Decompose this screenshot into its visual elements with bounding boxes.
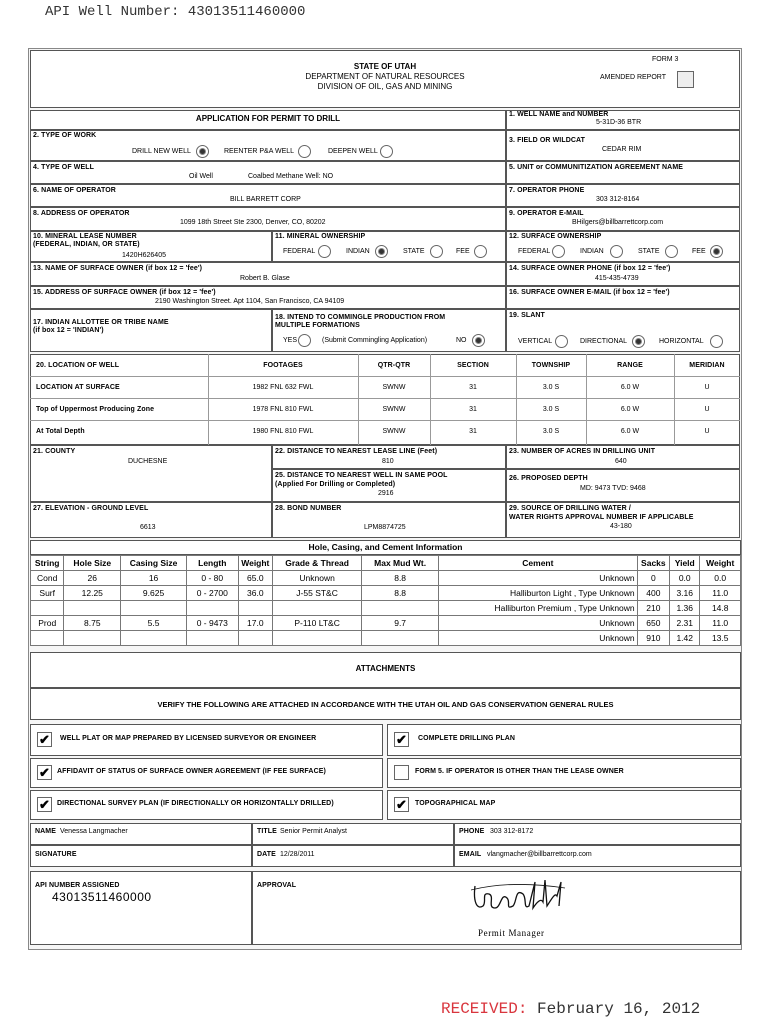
- unit-agreement-label: 5. UNIT or COMMUNITIZATION AGREEMENT NAME: [509, 164, 684, 171]
- reenter-well-label: REENTER P&A WELL: [224, 148, 295, 155]
- casing-header-yield: Yield: [670, 556, 700, 571]
- casing-cell-string: Cond: [31, 571, 64, 586]
- slant-vertical-label: VERTICAL: [518, 338, 553, 345]
- loc-row-qtrqtr: SWNW: [382, 428, 406, 435]
- mineral-fee-label: FEE: [456, 248, 470, 255]
- casing-cell-cement: Unknown: [439, 616, 638, 631]
- county-value: DUCHESNE: [128, 458, 168, 465]
- slant-directional-label: DIRECTIONAL: [580, 338, 628, 345]
- surface-indian-label: INDIAN: [580, 248, 604, 255]
- casing-cell-yield: 2.31: [670, 616, 700, 631]
- casing-cell-hole-size: [64, 601, 121, 616]
- signoff-phone-value: 303 312-8172: [490, 828, 534, 835]
- bond-number-value: LPM8874725: [364, 524, 406, 531]
- casing-cell-grade: J-55 ST&C: [273, 586, 362, 601]
- date-label: DATE: [257, 851, 276, 858]
- loc-row-footages: 1982 FNL 632 FWL: [252, 384, 314, 391]
- email-value: vlangmacher@billbarrettcorp.com: [487, 851, 592, 858]
- form-label: FORM 3: [652, 56, 679, 63]
- loc-row-meridian: U: [704, 406, 710, 413]
- casing-cell-string: [31, 631, 64, 646]
- state-title: STATE OF UTAH: [353, 62, 417, 71]
- water-source-label: 29. SOURCE OF DRILLING WATER /: [509, 505, 631, 512]
- mineral-fee-radio[interactable]: [474, 245, 487, 258]
- app-title: APPLICATION FOR PERMIT TO DRILL: [195, 114, 341, 123]
- deepen-well-label: DEEPEN WELL: [328, 148, 378, 155]
- api-well-number-header: API Well Number: 43013511460000: [45, 4, 306, 20]
- surface-owner-name-label: 13. NAME OF SURFACE OWNER (if box 12 = 'fee'): [33, 265, 203, 272]
- signature-label: SIGNATURE: [35, 851, 77, 858]
- loc-row-label: Top of Uppermost Producing Zone: [36, 406, 155, 413]
- slant-label: 19. SLANT: [509, 312, 545, 319]
- loc-row-range: 6.0 W: [620, 428, 640, 435]
- commingle-no-label: NO: [456, 337, 467, 344]
- casing-cell-sacks: 400: [637, 586, 669, 601]
- casing-cell-sacks: 0: [637, 571, 669, 586]
- directional-survey-checkbox[interactable]: ✔: [37, 797, 52, 812]
- surface-owner-address-value: 2190 Washington Street. Apt 1104, San Francisco, CA 94109: [155, 298, 345, 305]
- received-label: RECEIVED:: [441, 1000, 528, 1018]
- casing-cell-weight: 36.0: [238, 586, 272, 601]
- casing-cell-sacks: 910: [637, 631, 669, 646]
- lease-distance-value: 810: [382, 458, 394, 465]
- surface-fee-radio[interactable]: [710, 245, 723, 258]
- received-date: February 16, 2012: [537, 1000, 701, 1018]
- surface-owner-address-label: 15. ADDRESS OF SURFACE OWNER (if box 12 = 'fee'): [33, 289, 216, 296]
- elevation-label: 27. ELEVATION - GROUND LEVEL: [33, 505, 149, 512]
- affidavit-label: AFFIDAVIT OF STATUS OF SURFACE OWNER AGREEMENT (IF FEE SURFACE): [57, 768, 326, 775]
- drill-new-well-label: DRILL NEW WELL: [132, 148, 191, 155]
- casing-cell-casing-size: [121, 601, 187, 616]
- casing-cell-length: [186, 631, 238, 646]
- lease-distance-label: 22. DISTANCE TO NEAREST LEASE LINE (Feet): [275, 448, 438, 455]
- slant-horizontal-label: HORIZONTAL: [659, 338, 704, 345]
- casing-cell-hole-size: [64, 631, 121, 646]
- casing-row: [31, 616, 741, 631]
- signoff-title-label: TITLE: [257, 828, 277, 835]
- loc-row-label: At Total Depth: [36, 428, 85, 435]
- approval-signature: [465, 872, 575, 920]
- topo-map-label: TOPOGRAPHICAL MAP: [415, 800, 496, 807]
- casing-cell-cement-weight: 13.5: [700, 631, 741, 646]
- slant-vertical-radio[interactable]: [555, 335, 568, 348]
- operator-phone-label: 7. OPERATOR PHONE: [509, 187, 585, 194]
- mineral-lease-value: 1420H626405: [122, 252, 166, 259]
- casing-cell-string: Prod: [31, 616, 64, 631]
- casing-cell-cement-weight: 11.0: [700, 616, 741, 631]
- api-assigned-value: 43013511460000: [52, 890, 152, 904]
- casing-header-length: Length: [186, 556, 238, 571]
- well-name-value: 5-31D-36 BTR: [596, 119, 642, 126]
- surface-fee-label: FEE: [692, 248, 706, 255]
- loc-row-divider: [30, 420, 740, 421]
- affidavit-checkbox[interactable]: ✔: [37, 765, 52, 780]
- casing-cell-weight: [238, 631, 272, 646]
- casing-cell-cement-weight: 0.0: [700, 571, 741, 586]
- mineral-state-label: STATE: [403, 248, 425, 255]
- loc-row-meridian: U: [704, 428, 710, 435]
- surface-owner-email-label: 16. SURFACE OWNER E-MAIL (if box 12 = 'fee'): [509, 289, 670, 296]
- casing-cell-length: 0 - 9473: [186, 616, 238, 631]
- casing-header-sacks: Sacks: [637, 556, 669, 571]
- mineral-lease-label: 10. MINERAL LEASE NUMBER: [33, 233, 137, 240]
- drilling-plan-checkbox[interactable]: ✔: [394, 732, 409, 747]
- casing-cell-yield: 1.36: [670, 601, 700, 616]
- acres-value: 640: [615, 458, 627, 465]
- attachments-title: ATTACHMENTS: [355, 664, 416, 673]
- loc-row-range: 6.0 W: [620, 406, 640, 413]
- field-wildcat-value: CEDAR RIM: [602, 146, 642, 153]
- commingle-yes-radio[interactable]: [298, 334, 311, 347]
- casing-cell-mud-wt: 9.7: [362, 616, 439, 631]
- casing-cell-grade: [273, 631, 362, 646]
- commingle-label: 18. INTEND TO COMMINGLE PRODUCTION FROM: [275, 314, 446, 321]
- surface-owner-phone-value: 415-435-4739: [595, 275, 639, 282]
- casing-cell-length: 0 - 2700: [186, 586, 238, 601]
- casing-cell-length: 0 - 80: [186, 571, 238, 586]
- well-plat-checkbox[interactable]: ✔: [37, 732, 52, 747]
- surface-owner-phone-label: 14. SURFACE OWNER PHONE (if box 12 = 'fee'): [509, 265, 671, 272]
- casing-cell-cement-weight: 14.8: [700, 601, 741, 616]
- date-value: 12/28/2011: [280, 851, 315, 858]
- casing-header-weight: Weight: [238, 556, 272, 571]
- loc-row-section: 31: [469, 406, 477, 413]
- mineral-ownership-label: 11. MINERAL OWNERSHIP: [275, 233, 366, 240]
- loc-row-township: 3.0 S: [542, 406, 560, 413]
- form5-label: FORM 5. IF OPERATOR IS OTHER THAN THE LEASE OWNER: [415, 768, 624, 775]
- permit-manager-label: Permit Manager: [478, 928, 545, 938]
- loc-row-qtrqtr: SWNW: [382, 406, 406, 413]
- loc-row-label: LOCATION AT SURFACE: [36, 384, 120, 391]
- water-source-value: 43-180: [610, 523, 632, 530]
- casing-cell-casing-size: 9.625: [121, 586, 187, 601]
- loc-header-township: TOWNSHIP: [531, 362, 571, 369]
- casing-header-mud-wt: Max Mud Wt.: [362, 556, 439, 571]
- operator-email-label: 9. OPERATOR E-MAIL: [509, 210, 584, 217]
- casing-cell-length: [186, 601, 238, 616]
- casing-cell-mud-wt: [362, 631, 439, 646]
- mineral-federal-label: FEDERAL: [283, 248, 316, 255]
- coalbed-methane-value: Coalbed Methane Well: NO: [248, 173, 334, 180]
- approval-label: APPROVAL: [257, 882, 297, 889]
- casing-cell-weight: 17.0: [238, 616, 272, 631]
- casing-cell-grade: [273, 601, 362, 616]
- casing-cell-mud-wt: [362, 601, 439, 616]
- received-stamp: [441, 1000, 700, 1018]
- casing-cell-grade: P-110 LT&C: [273, 616, 362, 631]
- surface-state-radio[interactable]: [665, 245, 678, 258]
- acres-label: 23. NUMBER OF ACRES IN DRILLING UNIT: [509, 448, 656, 455]
- mineral-indian-radio[interactable]: [375, 245, 388, 258]
- signoff-title-value: Senior Permit Analyst: [280, 828, 347, 835]
- surface-indian-radio[interactable]: [610, 245, 623, 258]
- commingle-no-radio[interactable]: [472, 334, 485, 347]
- loc-header-qtrqtr: QTR-QTR: [377, 362, 411, 369]
- verify-text: VERIFY THE FOLLOWING ARE ATTACHED IN ACCORDANCE WITH THE UTAH OIL AND GAS CONSERVATION GENERAL RULES: [157, 700, 614, 709]
- casing-cell-cement-weight: 11.0: [700, 586, 741, 601]
- surface-owner-name-value: Robert B. Glase: [240, 275, 290, 282]
- surface-federal-label: FEDERAL: [518, 248, 551, 255]
- casing-cell-casing-size: [121, 631, 187, 646]
- indian-allottee-label: 17. INDIAN ALLOTTEE OR TRIBE NAME: [33, 319, 169, 326]
- loc-row-township: 3.0 S: [542, 384, 560, 391]
- casing-cell-cement: Unknown: [439, 571, 638, 586]
- reenter-well-radio[interactable]: [298, 145, 311, 158]
- loc-header-location: 20. LOCATION OF WELL: [36, 362, 120, 369]
- loc-row-divider: [30, 376, 740, 377]
- casing-cell-yield: 3.16: [670, 586, 700, 601]
- casing-cell-yield: 1.42: [670, 631, 700, 646]
- slant-directional-radio[interactable]: [632, 335, 645, 348]
- casing-header-cement-weight: Weight: [700, 556, 741, 571]
- casing-cell-mud-wt: 8.8: [362, 571, 439, 586]
- casing-cell-hole-size: 12.25: [64, 586, 121, 601]
- surface-state-label: STATE: [638, 248, 660, 255]
- well-plat-label: WELL PLAT OR MAP PREPARED BY LICENSED SURVEYOR OR ENGINEER: [60, 735, 317, 742]
- division-title: DIVISION OF OIL, GAS AND MINING: [317, 82, 453, 91]
- casing-row: [31, 571, 741, 586]
- casing-cell-hole-size: 26: [64, 571, 121, 586]
- casing-cell-string: Surf: [31, 586, 64, 601]
- api-assigned-label: API NUMBER ASSIGNED: [35, 882, 120, 889]
- field-wildcat-label: 3. FIELD OR WILDCAT: [509, 137, 586, 144]
- casing-header-casing-size: Casing Size: [121, 556, 187, 571]
- mineral-indian-label: INDIAN: [346, 248, 370, 255]
- casing-header-grade: Grade & Thread: [273, 556, 362, 571]
- drilling-plan-label: COMPLETE DRILLING PLAN: [418, 735, 516, 742]
- commingle-yes-label: YES: [283, 337, 298, 344]
- type-of-well-label: 4. TYPE OF WELL: [33, 164, 95, 171]
- mineral-state-radio[interactable]: [430, 245, 443, 258]
- loc-header-section: SECTION: [457, 362, 489, 369]
- well-distance-label: 25. DISTANCE TO NEAREST WELL IN SAME POOL: [275, 472, 448, 479]
- loc-row-section: 31: [469, 428, 477, 435]
- operator-address-value: 1099 18th Street Ste 2300, Denver, CO, 80202: [180, 219, 326, 226]
- operator-address-label: 8. ADDRESS OF OPERATOR: [33, 210, 130, 217]
- indian-allottee-sublabel: (if box 12 = 'INDIAN'): [33, 327, 104, 334]
- operator-phone-value: 303 312-8164: [596, 196, 640, 203]
- operator-email-value: BHilgers@billbarrettcorp.com: [572, 219, 664, 226]
- water-source-sublabel: WATER RIGHTS APPROVAL NUMBER IF APPLICABLE: [509, 514, 694, 521]
- loc-row-section: 31: [469, 384, 477, 391]
- mineral-federal-radio[interactable]: [318, 245, 331, 258]
- department-title: DEPARTMENT OF NATURAL RESOURCES: [305, 72, 465, 81]
- casing-row: [31, 586, 741, 601]
- casing-cell-sacks: 650: [637, 616, 669, 631]
- surface-ownership-label: 12. SURFACE OWNERSHIP: [509, 233, 602, 240]
- signoff-name-label: NAME: [35, 828, 57, 835]
- well-distance-value: 2916: [378, 490, 394, 497]
- casing-header-hole-size: Hole Size: [64, 556, 121, 571]
- casing-row: [31, 601, 741, 616]
- topo-map-checkbox[interactable]: ✔: [394, 797, 409, 812]
- casing-cell-cement: Halliburton Premium , Type Unknown: [439, 601, 638, 616]
- amended-report-label: AMENDED REPORT: [600, 74, 666, 81]
- well-name-label: 1. WELL NAME and NUMBER: [509, 111, 609, 118]
- casing-cell-yield: 0.0: [670, 571, 700, 586]
- casing-cell-weight: [238, 601, 272, 616]
- loc-row-township: 3.0 S: [542, 428, 560, 435]
- proposed-depth-value: MD: 9473 TVD: 9468: [580, 485, 646, 492]
- proposed-depth-label: 26. PROPOSED DEPTH: [509, 475, 588, 482]
- type-of-well-value: Oil Well: [189, 173, 213, 180]
- surface-federal-radio[interactable]: [552, 245, 565, 258]
- casing-header-string: String: [31, 556, 64, 571]
- casing-cell-string: [31, 601, 64, 616]
- slant-horizontal-radio[interactable]: [710, 335, 723, 348]
- amended-report-checkbox[interactable]: [677, 71, 694, 88]
- county-label: 21. COUNTY: [33, 448, 76, 455]
- type-of-work-label: 2. TYPE OF WORK: [33, 132, 97, 139]
- casing-title: Hole, Casing, and Cement Information: [308, 542, 463, 552]
- directional-survey-label: DIRECTIONAL SURVEY PLAN (IF DIRECTIONALLY OR HORIZONTALLY DRILLED): [57, 800, 334, 807]
- casing-cell-cement: Unknown: [439, 631, 638, 646]
- casing-cell-casing-size: 16: [121, 571, 187, 586]
- deepen-well-radio[interactable]: [380, 145, 393, 158]
- mineral-lease-sublabel: (FEDERAL, INDIAN, OR STATE): [33, 241, 140, 248]
- loc-row-range: 6.0 W: [620, 384, 640, 391]
- operator-name-value: BILL BARRETT CORP: [230, 196, 301, 203]
- commingle-note: (Submit Commingling Application): [322, 337, 428, 344]
- loc-header-range: RANGE: [617, 362, 643, 369]
- commingle-sublabel: MULTIPLE FORMATIONS: [275, 322, 360, 329]
- casing-cell-sacks: 210: [637, 601, 669, 616]
- casing-cell-weight: 65.0: [238, 571, 272, 586]
- casing-cell-grade: Unknown: [273, 571, 362, 586]
- well-distance-sublabel: (Applied For Drilling or Completed): [275, 481, 396, 488]
- loc-row-footages: 1980 FNL 810 FWL: [252, 428, 314, 435]
- loc-header-footages: FOOTAGES: [263, 362, 303, 369]
- casing-table: [30, 555, 741, 646]
- casing-cell-casing-size: 5.5: [121, 616, 187, 631]
- casing-header-cement: Cement: [439, 556, 638, 571]
- loc-row-divider: [30, 398, 740, 399]
- form5-checkbox[interactable]: [394, 765, 409, 780]
- casing-cell-cement: Halliburton Light , Type Unknown: [439, 586, 638, 601]
- loc-row-qtrqtr: SWNW: [382, 384, 406, 391]
- casing-row: [31, 631, 741, 646]
- signoff-phone-label: PHONE: [459, 828, 485, 835]
- loc-row-meridian: U: [704, 384, 710, 391]
- type-of-work-box: [30, 130, 506, 161]
- drill-new-well-radio[interactable]: [196, 145, 209, 158]
- elevation-value: 6613: [140, 524, 156, 531]
- casing-header-row: [31, 556, 741, 571]
- loc-header-meridian: MERIDIAN: [689, 362, 725, 369]
- bond-number-label: 28. BOND NUMBER: [275, 505, 342, 512]
- casing-cell-hole-size: 8.75: [64, 616, 121, 631]
- email-label: EMAIL: [459, 851, 482, 858]
- operator-name-label: 6. NAME OF OPERATOR: [33, 187, 116, 194]
- casing-cell-mud-wt: 8.8: [362, 586, 439, 601]
- signoff-name-value: Venessa Langmacher: [60, 828, 128, 835]
- loc-row-footages: 1978 FNL 810 FWL: [252, 406, 314, 413]
